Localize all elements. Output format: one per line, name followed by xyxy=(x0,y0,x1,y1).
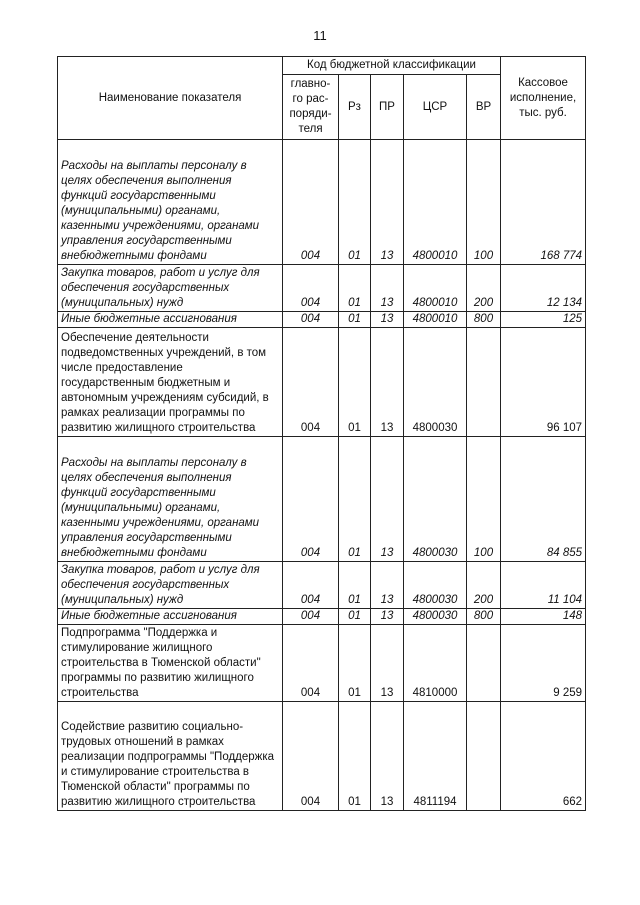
row-amount: 12 134 xyxy=(501,265,586,312)
row-grbs: 004 xyxy=(283,312,339,328)
row-amount: 125 xyxy=(501,312,586,328)
row-name: Обеспечение деятельности подведомственных учреждений, в том числе предоставление государственным бюджетным и автономным учреждениям субсидий, в рамках реализации программы по развитию жилищного строительства xyxy=(58,328,283,437)
row-grbs: 004 xyxy=(283,609,339,625)
row-rz: 01 xyxy=(339,609,371,625)
row-grbs: 004 xyxy=(283,562,339,609)
row-name: Подпрограмма "Поддержка и стимулирование жилищного строительства в Тюменской области" программы по развитию жилищного строительства xyxy=(58,625,283,702)
row-csr: 4800030 xyxy=(404,437,467,562)
header-amount: Кассовое исполнение, тыс. руб. xyxy=(501,57,586,140)
table-row xyxy=(58,437,586,562)
table-row xyxy=(58,265,586,312)
row-pr: 13 xyxy=(371,265,404,312)
row-vr: 200 xyxy=(467,562,501,609)
row-name: Расходы на выплаты персоналу в целях обеспечения выполнения функций государственными (муниципальными) органами, казенными учреждениями, органами управления государственными внебюджетными фондами xyxy=(58,140,283,265)
header-code-group: Код бюджетной классификации xyxy=(283,57,501,75)
row-amount: 11 104 xyxy=(501,562,586,609)
row-pr: 13 xyxy=(371,609,404,625)
row-amount: 168 774 xyxy=(501,140,586,265)
table-row xyxy=(58,140,586,265)
row-rz: 01 xyxy=(339,140,371,265)
table-row xyxy=(58,312,586,328)
row-grbs: 004 xyxy=(283,702,339,811)
header-pr: ПР xyxy=(371,75,404,140)
row-rz: 01 xyxy=(339,312,371,328)
row-vr xyxy=(467,702,501,811)
table-row xyxy=(58,328,586,437)
row-pr: 13 xyxy=(371,328,404,437)
row-pr: 13 xyxy=(371,702,404,811)
row-rz: 01 xyxy=(339,625,371,702)
row-rz: 01 xyxy=(339,328,371,437)
row-pr: 13 xyxy=(371,562,404,609)
row-name: Иные бюджетные ассигнования xyxy=(58,312,283,328)
budget-table xyxy=(57,56,586,811)
row-csr: 4800010 xyxy=(404,312,467,328)
row-csr: 4800030 xyxy=(404,609,467,625)
row-vr: 100 xyxy=(467,437,501,562)
header-csr: ЦСР xyxy=(404,75,467,140)
row-vr: 200 xyxy=(467,265,501,312)
row-pr: 13 xyxy=(371,140,404,265)
row-pr: 13 xyxy=(371,625,404,702)
row-vr: 800 xyxy=(467,312,501,328)
header-vr: ВР xyxy=(467,75,501,140)
row-csr: 4800010 xyxy=(404,265,467,312)
row-rz: 01 xyxy=(339,437,371,562)
row-amount: 96 107 xyxy=(501,328,586,437)
row-csr: 4800010 xyxy=(404,140,467,265)
row-csr: 4800030 xyxy=(404,562,467,609)
table-row xyxy=(58,625,586,702)
row-vr xyxy=(467,625,501,702)
row-name: Расходы на выплаты персоналу в целях обеспечения выполнения функций государственными (муниципальными) органами, казенными учреждениями, органами управления государственными внебюджетными фондами xyxy=(58,437,283,562)
row-vr: 800 xyxy=(467,609,501,625)
row-grbs: 004 xyxy=(283,265,339,312)
row-grbs: 004 xyxy=(283,140,339,265)
header-rz: Рз xyxy=(339,75,371,140)
row-grbs: 004 xyxy=(283,328,339,437)
row-name: Закупка товаров, работ и услуг для обеспечения государственных (муниципальных) нужд xyxy=(58,265,283,312)
row-rz: 01 xyxy=(339,562,371,609)
table-row xyxy=(58,609,586,625)
header-grbs: главно-го рас-поряди-теля xyxy=(283,75,339,140)
row-name: Закупка товаров, работ и услуг для обеспечения государственных (муниципальных) нужд xyxy=(58,562,283,609)
row-pr: 13 xyxy=(371,312,404,328)
row-grbs: 004 xyxy=(283,437,339,562)
row-amount: 84 855 xyxy=(501,437,586,562)
table-row xyxy=(58,562,586,609)
row-csr: 4811194 xyxy=(404,702,467,811)
row-amount: 9 259 xyxy=(501,625,586,702)
row-rz: 01 xyxy=(339,702,371,811)
row-vr: 100 xyxy=(467,140,501,265)
row-name: Иные бюджетные ассигнования xyxy=(58,609,283,625)
row-csr: 4810000 xyxy=(404,625,467,702)
row-rz: 01 xyxy=(339,265,371,312)
row-pr: 13 xyxy=(371,437,404,562)
table-row xyxy=(58,702,586,811)
row-csr: 4800030 xyxy=(404,328,467,437)
row-amount: 148 xyxy=(501,609,586,625)
row-name: Содействие развитию социально-трудовых отношений в рамках реализации подпрограммы "Поддержка и стимулирование строительства в Тюменской области" программы по развитию жилищного строительства xyxy=(58,702,283,811)
page-number: 11 xyxy=(313,28,327,43)
row-amount: 662 xyxy=(501,702,586,811)
row-grbs: 004 xyxy=(283,625,339,702)
row-vr xyxy=(467,328,501,437)
header-name: Наименование показателя xyxy=(58,57,283,140)
